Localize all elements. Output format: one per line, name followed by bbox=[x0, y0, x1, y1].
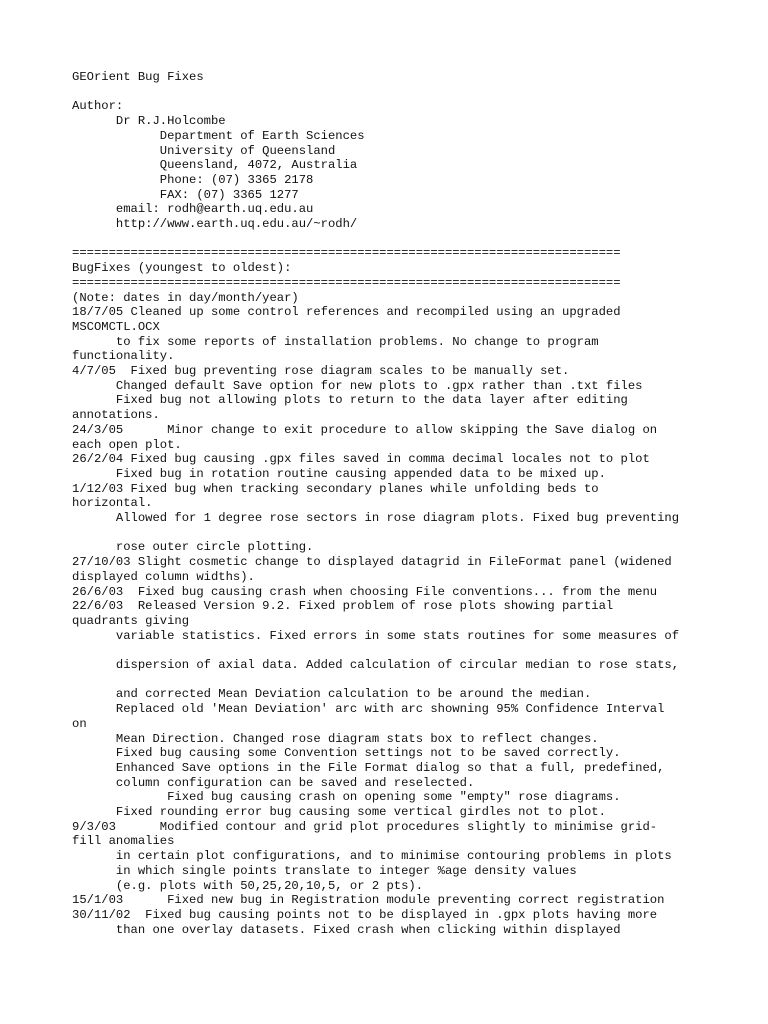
text-line: 22/6/03 Released Version 9.2. Fixed problem of rose plots showing partial bbox=[72, 599, 614, 614]
text-line: =========================================================================== bbox=[72, 275, 621, 290]
text-line: Mean Direction. Changed rose diagram stats box to reflect changes. bbox=[72, 731, 599, 746]
text-line: each open plot. bbox=[72, 437, 182, 452]
text-line: MSCOMCTL.OCX bbox=[72, 319, 160, 334]
text-line: than one overlay datasets. Fixed crash when clicking within displayed bbox=[72, 922, 621, 937]
text-line: column configuration can be saved and reselected. bbox=[72, 775, 475, 790]
text-line: 4/7/05 Fixed bug preventing rose diagram scales to be manually set. bbox=[72, 364, 570, 379]
text-line: (Note: dates in day/month/year) bbox=[72, 290, 299, 305]
text-line: fill anomalies bbox=[72, 834, 175, 849]
text-line: horizontal. bbox=[72, 496, 153, 511]
text-line: on bbox=[72, 716, 87, 731]
text-line: 9/3/03 Modified contour and grid plot procedures slightly to minimise grid- bbox=[72, 819, 658, 834]
text-line: Replaced old 'Mean Deviation' arc with arc showning 95% Confidence Interval bbox=[72, 702, 665, 717]
text-line: Fixed rounding error bug causing some vertical girdles not to plot. bbox=[72, 805, 606, 820]
text-line: 30/11/02 Fixed bug causing points not to be displayed in .gpx plots having more bbox=[72, 908, 658, 922]
text-line: Author: bbox=[72, 99, 124, 114]
text-line: Enhanced Save options in the File Format dialog so that a full, predefined, bbox=[72, 760, 665, 775]
text-line: 27/10/03 Slight cosmetic change to displayed datagrid in FileFormat panel (widened bbox=[72, 555, 672, 570]
text-line bbox=[72, 232, 752, 247]
text-line: Queensland, 4072, Australia bbox=[72, 158, 358, 173]
text-line: University of Queensland bbox=[72, 143, 336, 158]
text-line: Dr R.J.Holcombe bbox=[72, 114, 226, 129]
text-line: annotations. bbox=[72, 408, 160, 423]
text-line: 24/3/05 Minor change to exit procedure to allow skipping the Save dialog on bbox=[72, 422, 658, 437]
text-line: and corrected Mean Deviation calculation to be around the median. bbox=[72, 687, 592, 702]
text-line: displayed column widths). bbox=[72, 569, 255, 584]
text-line bbox=[72, 85, 752, 100]
text-line bbox=[72, 643, 752, 658]
text-line: in which single points translate to integer %age density values bbox=[72, 863, 577, 878]
document-text bbox=[72, 70, 752, 937]
text-line: 1/12/03 Fixed bug when tracking secondary planes while unfolding beds to bbox=[72, 481, 599, 496]
text-line: 26/6/03 Fixed bug causing crash when choosing File conventions... from the menu bbox=[72, 584, 658, 599]
text-line: Fixed bug causing crash on opening some "empty" rose diagrams. bbox=[72, 790, 621, 805]
text-line: email: rodh@earth.uq.edu.au bbox=[72, 202, 314, 217]
text-line: http://www.earth.uq.edu.au/~rodh/ bbox=[72, 217, 358, 232]
text-line: BugFixes (youngest to oldest): bbox=[72, 261, 292, 276]
text-line: Fixed bug in rotation routine causing appended data to be mixed up. bbox=[72, 466, 606, 481]
text-line: Changed default Save option for new plots to .gpx rather than .txt files bbox=[72, 378, 643, 393]
text-line: Fixed bug causing some Convention settings not to be saved correctly. bbox=[72, 746, 621, 761]
text-line: Department of Earth Sciences bbox=[72, 128, 365, 143]
text-line: FAX: (07) 3365 1277 bbox=[72, 187, 299, 202]
text-line: Fixed bug not allowing plots to return to the data layer after editing bbox=[72, 393, 628, 408]
text-line: (e.g. plots with 50,25,20,10,5, or 2 pts). bbox=[72, 878, 424, 893]
text-line: functionality. bbox=[72, 349, 175, 364]
text-line bbox=[72, 526, 752, 541]
text-line: in certain plot configurations, and to minimise contouring problems in plots bbox=[72, 849, 672, 864]
text-line bbox=[72, 673, 752, 688]
text-line: Phone: (07) 3365 2178 bbox=[72, 172, 314, 187]
text-line: rose outer circle plotting. bbox=[72, 540, 314, 555]
text-line: =========================================================================== bbox=[72, 246, 621, 261]
text-line: 26/2/04 Fixed bug causing .gpx files saved in comma decimal locales not to plot bbox=[72, 452, 650, 467]
text-line: quadrants giving bbox=[72, 613, 190, 628]
text-line: dispersion of axial data. Added calculation of circular median to rose stats, bbox=[72, 658, 680, 673]
text-line: 18/7/05 Cleaned up some control references and recompiled using an upgraded bbox=[72, 305, 621, 320]
text-line: GEOrient Bug Fixes bbox=[72, 70, 204, 84]
text-line: to fix some reports of installation problems. No change to program bbox=[72, 334, 599, 349]
text-line: variable statistics. Fixed errors in some stats routines for some measures of bbox=[72, 628, 680, 643]
text-line: 15/1/03 Fixed new bug in Registration module preventing correct registration bbox=[72, 893, 665, 908]
text-line: Allowed for 1 degree rose sectors in rose diagram plots. Fixed bug preventing bbox=[72, 511, 680, 526]
